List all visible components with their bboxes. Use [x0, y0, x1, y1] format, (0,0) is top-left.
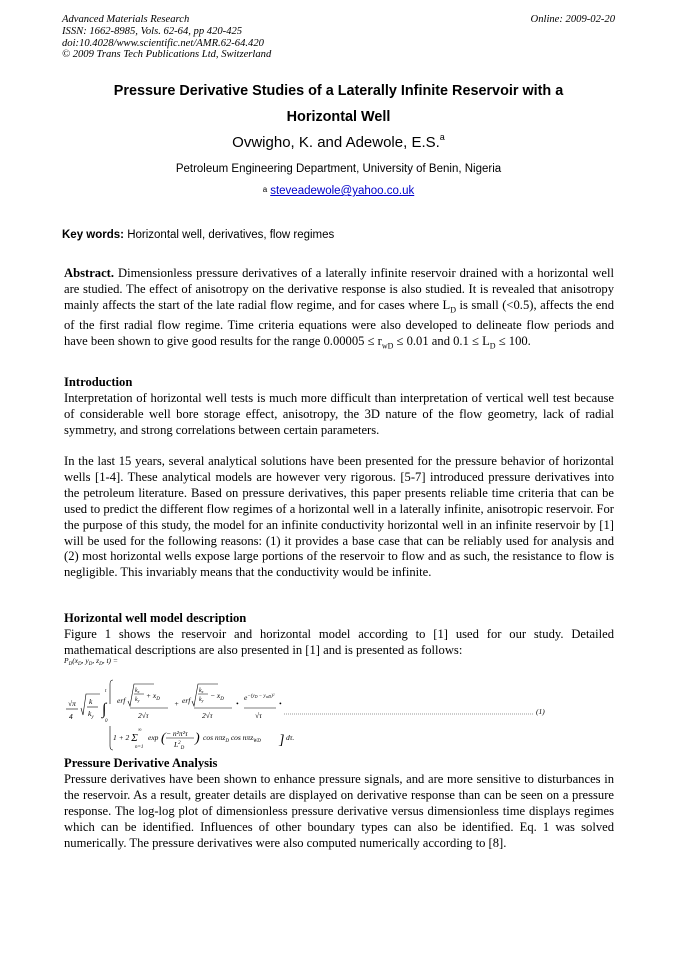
- introduction-heading: Introduction: [64, 375, 133, 389]
- bullet-operator: •: [236, 699, 239, 708]
- abstract-text-a: Dimensionless pressure derivatives of a laterally infinite reservoir drained with a horizontal well are studied. The effect of anisotropy on the derivative response is also studied. It is revealed that anisotropy mainly affects the start of the late radial flow regime, and for cases where L: [64, 266, 614, 312]
- svg-text:− n²π²τ: − n²π²τ: [166, 729, 188, 738]
- svg-text:(: (: [161, 731, 166, 746]
- keywords: [62, 229, 334, 241]
- exp-word: exp: [148, 733, 159, 742]
- authors: Ovwigho, K. and Adewole, E.S.: [232, 134, 440, 151]
- pda-paragraph: Pressure derivatives have been shown to enhance pressure signals, and are more sensitive to disturbances in the reservoir. As a result, greater details are displayed on derivative response than can be seen on a pressure response. The log-log plot of dimensionless pressure derivative versus dimensionless time displays regimes which can be identified. Influences of other boundary types can also be identified. Eq. 1 was solved numerically. The pressure derivatives were also computed numerically according to [8].: [64, 771, 614, 850]
- abstract-sub-d: D: [450, 305, 457, 315]
- svg-text:]: ]: [279, 733, 285, 748]
- svg-text:): ): [195, 731, 200, 746]
- equation-1: [64, 656, 620, 752]
- svg-text:√τ: √τ: [255, 711, 262, 720]
- affiliation: Petroleum Engineering Department, University of Benin, Nigeria: [175, 163, 502, 175]
- author-affil-marker: a: [439, 132, 445, 142]
- abstract-text-b: is small (<0.5), affects the end of the first radial flow regime. Time criteria equations were also developed to delineate flow periods and have been shown to give good results for the range 0.00005 ≤ r: [64, 297, 614, 349]
- svg-text:cos nπzD cos nπzWD: cos nπz$_D$ cos nπz$_{WD}$: [203, 733, 261, 744]
- svg-text:− xD: − $x_D$: [210, 691, 224, 702]
- svg-text:e−(yD − ywD)²: $e^{-(y}D - ywD)^2$: [244, 693, 275, 702]
- svg-text:kx: kx: [199, 688, 204, 694]
- plus-sign: +: [174, 699, 180, 708]
- equation-number: (1): [536, 707, 545, 716]
- pda-section: [64, 756, 614, 851]
- email-line: [62, 185, 615, 197]
- introduction-paragraph-1: Interpretation of horizontal well tests is much more difficult than interpretation of vertical well test because of considerable well bore storage effect, anisotropy, the 3D nature of the flow geometry, lack of radial symmetry, and strong correlations between certain parameters.: [64, 390, 614, 437]
- title-line-1: Pressure Derivative Studies of a Laterally Infinite Reservoir with a: [113, 83, 564, 99]
- email-affil-marker: a: [262, 185, 268, 194]
- online-date-text: Online: 2009-02-20: [530, 14, 615, 25]
- online-date: [531, 14, 615, 26]
- svg-text:n=1: n=1: [135, 745, 144, 750]
- doi-line: doi:10.4028/www.scientific.net/AMR.62-64.420: [62, 37, 264, 49]
- email-link[interactable]: steveadewole@yahoo.co.uk: [270, 185, 415, 197]
- copyright-line: © 2009 Trans Tech Publications Ltd, Switzerland: [62, 49, 272, 61]
- svg-text:2√τ: 2√τ: [138, 711, 149, 720]
- erf-1: erf: [117, 696, 126, 705]
- abstract-text-c: ≤ 0.01 and 0.1 ≤ L: [393, 334, 490, 349]
- paper-title: [62, 78, 615, 130]
- svg-text:ky: $k_y$: [88, 709, 94, 720]
- pda-heading: Pressure Derivative Analysis: [64, 756, 218, 770]
- svg-text:+ xD: + $x_D$: [146, 691, 160, 702]
- sqrt-pi-num: √π: [68, 699, 76, 708]
- sum-term: 1 + 2 Σ: [113, 732, 138, 744]
- introduction-section: [64, 375, 614, 439]
- introduction-paragraph-2: In the last 15 years, several analytical solutions have been presented for the pressure behavior of horizontal wells [1-4]. These analytical models are however very rigorous. [5-7] introduced pressure derivatives into the petroleum literature. Based on pressure derivatives, this paper presents reliable time criteria that can be used to predict the different flow regimes of a horizontal well in a laterally infinite, anisotropic reservoir. For the purpose of this study, the model for an infinite conductivity horizontal well in an infinite reservoir by [1] will be used for the following reasons: (1) it provides a base case that can be reliably used for analysis and (2) most horizontal wells expose large portions of the reservoir to flow and as such, the resistance to flow is negligible. This invariably means that the conductivity would be infinite.: [64, 454, 614, 580]
- svg-text:t: t: [105, 689, 107, 694]
- introduction-paragraph-2-block: [64, 454, 614, 581]
- keywords-label: Key words:: [62, 229, 124, 241]
- svg-text:ky: ky: [199, 697, 204, 703]
- journal-name: Advanced Materials Research: [62, 14, 190, 25]
- dtau: dτ.: [286, 733, 295, 742]
- model-heading: Horizontal well model description: [64, 611, 247, 625]
- erf-2: erf: [182, 696, 191, 705]
- model-paragraph: Figure 1 shows the reservoir and horizontal model according to [1] used for our study. Detailed mathematical descriptions are also presented in [1] and is presented as follows:: [64, 626, 614, 657]
- abstract: [64, 266, 614, 355]
- keywords-text: Horizontal well, derivatives, flow regimes: [127, 229, 335, 241]
- svg-text:2√τ: 2√τ: [202, 711, 213, 720]
- abstract-sub-wd: wD: [381, 341, 394, 351]
- equation-1-svg: [64, 656, 620, 752]
- svg-text:L2D: $L^2_D$: [174, 740, 185, 751]
- equation-lhs: $P_D(x_D$, $y_D$, $z_D$, t) =: [64, 656, 118, 667]
- svg-text:0: 0: [105, 719, 108, 724]
- model-section: [64, 611, 614, 659]
- journal-header: [62, 14, 271, 61]
- author-line: [62, 134, 615, 151]
- svg-text:ky: ky: [135, 697, 140, 703]
- abstract-text-d: ≤ 100.: [495, 334, 531, 349]
- abstract-label: Abstract.: [64, 266, 115, 280]
- svg-text:∞: ∞: [138, 728, 142, 733]
- k-num: k: [89, 697, 93, 706]
- title-line-2: Horizontal Well: [286, 109, 391, 125]
- svg-text:kx: kx: [135, 688, 140, 694]
- svg-text:•: •: [279, 699, 282, 708]
- four-denominator: 4: [69, 712, 73, 721]
- abstract-sub-d2: D: [489, 341, 496, 351]
- integral-sign: ∫: [102, 701, 107, 718]
- issn-line: ISSN: 1662-8985, Vols. 62-64, pp 420-425: [62, 25, 243, 37]
